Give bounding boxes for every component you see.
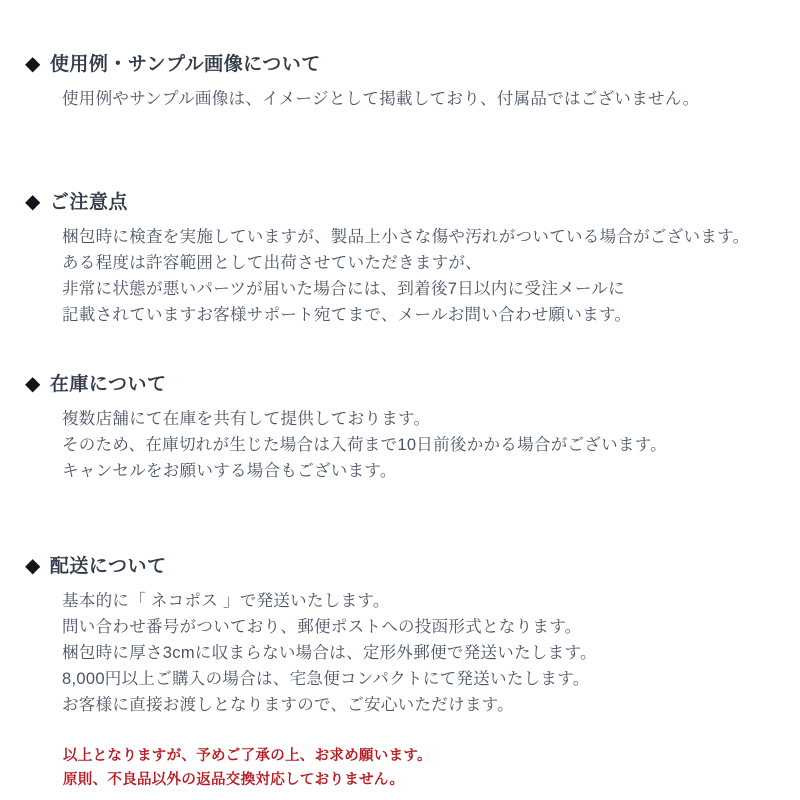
body-line: 記載されていますお客様サポート宛てまで、メールお問い合わせ願います。	[62, 306, 632, 324]
section-body	[62, 406, 794, 484]
important-notice	[63, 744, 794, 792]
section-title: 使用例・サンプル画像について	[49, 54, 321, 75]
body-line: お客様に直接お渡しとなりますので、ご安心いただけます。	[62, 696, 514, 714]
section-stock	[25, 372, 794, 484]
section-heading	[25, 372, 794, 398]
section-title: ご注意点	[49, 192, 128, 213]
body-line: 基本的に「 ネコポス 」で発送いたします。	[62, 592, 390, 610]
section-heading	[25, 190, 794, 216]
body-line: 8,000円以上ご購入の場合は、宅急便コンパクトにて発送いたします。	[62, 670, 590, 688]
body-line: 使用例やサンプル画像は、イメージとして掲載しており、付属品ではございません。	[62, 90, 700, 108]
section-body	[62, 588, 794, 718]
body-line: ある程度は許容範囲として出荷させていただきますが、	[62, 254, 482, 272]
body-line: キャンセルをお願いする場合もございます。	[62, 462, 397, 480]
section-sample-images	[25, 52, 794, 112]
diamond-bullet-icon: ◆	[25, 373, 41, 395]
notice-line: 原則、不良品以外の返品交換対応しておりません。	[63, 772, 405, 788]
notice-line: 以上となりますが、予めご了承の上、お求め願います。	[63, 748, 432, 764]
section-caution	[25, 190, 794, 328]
section-title: 配送について	[49, 556, 167, 577]
diamond-bullet-icon: ◆	[25, 555, 41, 577]
body-line: 梱包時に厚さ3cmに収まらない場合は、定形外郵便で発送いたします。	[62, 644, 597, 662]
body-line: そのため、在庫切れが生じた場合は入荷まで10日前後かかる場合がございます。	[62, 436, 667, 454]
body-line: 問い合わせ番号がついており、郵便ポストへの投函形式となります。	[62, 618, 582, 636]
section-title: 在庫について	[49, 374, 167, 395]
body-line: 複数店舗にて在庫を共有して提供しております。	[62, 410, 431, 428]
section-body	[62, 224, 794, 328]
section-heading	[25, 554, 794, 580]
body-line: 梱包時に検査を実施していますが、製品上小さな傷や汚れがついている場合がございます。	[62, 228, 750, 246]
section-heading	[25, 52, 794, 78]
section-shipping	[25, 554, 794, 718]
diamond-bullet-icon: ◆	[25, 191, 41, 213]
diamond-bullet-icon: ◆	[25, 53, 41, 75]
section-body	[62, 86, 794, 112]
body-line: 非常に状態が悪いパーツが届いた場合には、到着後7日以内に受注メールに	[62, 280, 625, 298]
